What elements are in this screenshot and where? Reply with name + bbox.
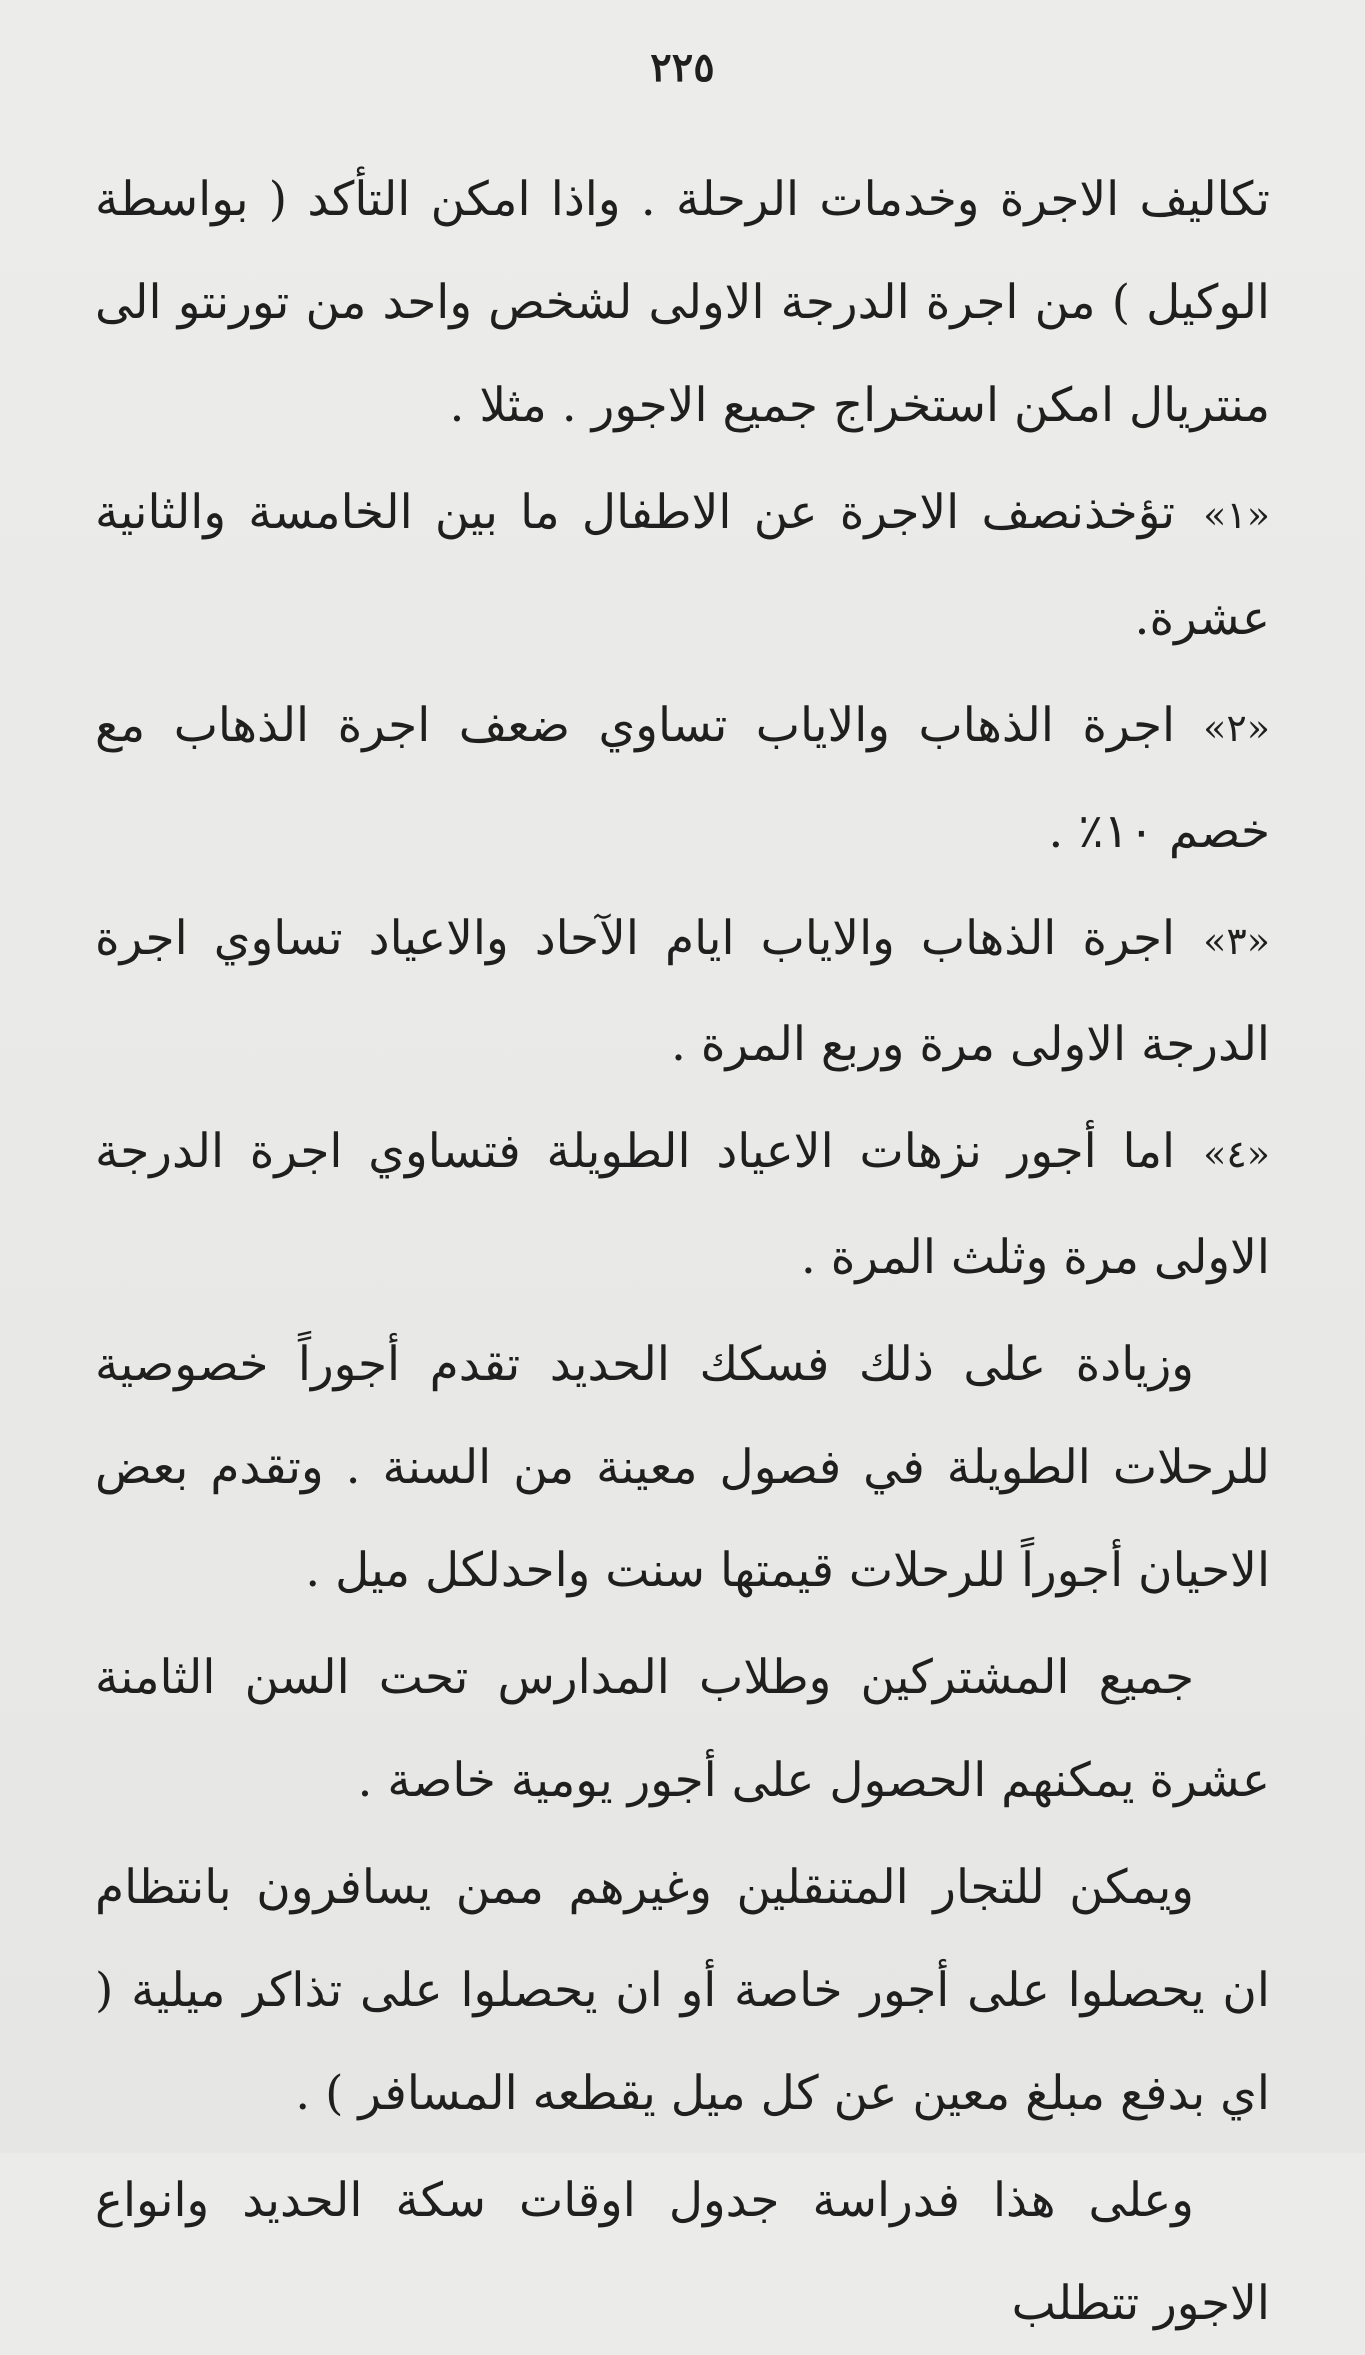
paragraph-fare-costs: تكاليف الاجرة وخدمات الرحلة . واذا امكن التأكد ( بواسطة الوكيل ) من اجرة الدرجة الاولى لشخص واحد من تورنتو الى منتريال امكن استخراج جميع الاجور . مثلا . [95, 172, 1270, 433]
paragraph-timetable: وعلى هذا فدراسة جدول اوقات سكة الحديد وانواع الاجور تتطلب [95, 2173, 1270, 2331]
item-text: اجرة الذهاب والاياب ايام الآحاد والاعياد تساوي اجرة الدرجة الاولى مرة وربع المرة . [95, 911, 1270, 1072]
list-item-3 [95, 887, 1270, 1096]
item-number: «٢» [1203, 706, 1270, 750]
paragraph-students: جميع المشتركين وطلاب المدارس تحت السن الثامنة عشرة يمكنهم الحصول على أجور يومية خاصة . [95, 1650, 1270, 1808]
list-item-4 [95, 1100, 1270, 1309]
item-text: تؤخذنصف الاجرة عن الاطفال ما بين الخامسة والثانية عشرة. [95, 485, 1270, 646]
list-item-1 [95, 461, 1270, 670]
paragraph-merchants: ويمكن للتجار المتنقلين وغيرهم ممن يسافرون بانتظام ان يحصلوا على أجور خاصة أو ان يحصلوا على تذاكر ميلية ( اي بدفع مبلغ معين عن كل ميل يقطعه المسافر ) . [95, 1860, 1270, 2121]
item-text: اجرة الذهاب والاياب تساوي ضعف اجرة الذهاب مع خصم ١٠٪ . [95, 698, 1270, 859]
item-number: «٣» [1203, 919, 1270, 963]
item-number: «١» [1203, 493, 1270, 537]
item-number: «٤» [1203, 1132, 1270, 1176]
list-item-2 [95, 674, 1270, 883]
item-text: اما أجور نزهات الاعياد الطويلة فتساوي اجرة الدرجة الاولى مرة وثلث المرة . [95, 1124, 1270, 1285]
page-number: ٢٢٥ [650, 44, 715, 91]
paragraph-special-fares: وزيادة على ذلك فسكك الحديد تقدم أجوراً خصوصية للرحلات الطويلة في فصول معينة من السنة . وتقدم بعض الاحيان أجوراً للرحلات قيمتها سنت واحدلكل ميل . [95, 1337, 1270, 1598]
page-body [95, 148, 1270, 2355]
